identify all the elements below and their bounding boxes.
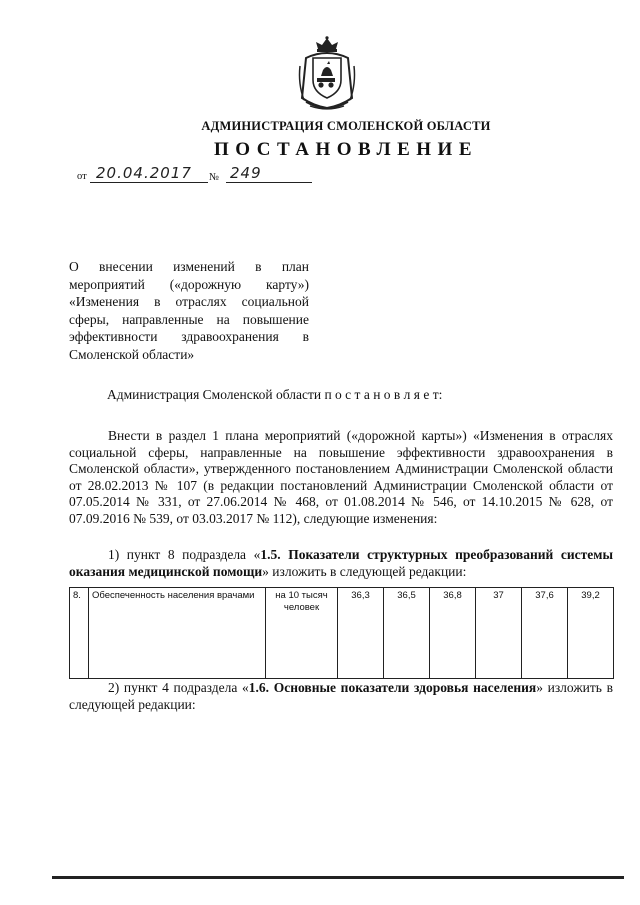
date-label: от <box>77 171 87 182</box>
main-paragraph: Внести в раздел 1 плана мероприятий («дорожной карты») «Изменения в отраслях социальной сферы, направленные на повышение эффективности здравоохранения в Смоленской области», утвержденного постановлением Администрации Смоленской области от 28.02.2013 № 107 (в редакции постановлений Администрации Смоленской области от 07.05.2014 № 331, от 27.06.2014 № 468, от 01.08.2014 № 546, от 14.10.2015 № 628, от 07.09.2016 № 539, от 03.03.2017 № 112), следующие изменения: <box>69 428 613 526</box>
number-label: № <box>209 172 220 183</box>
amendment-item-2-section: 1.6. Основные показатели здоровья населения <box>248 680 537 695</box>
row-number-cell: 8. <box>70 588 89 679</box>
indicator-table <box>69 587 614 679</box>
amendment-item-2-prefix: 2) пункт 4 подраздела « <box>108 680 249 695</box>
amendment-item-1-suffix: » изложить в следующей редакции: <box>262 563 467 579</box>
amendment-item-2-suffix: » изложить в следующей редакции: <box>69 680 613 712</box>
value-cell: 36,3 <box>338 588 384 679</box>
coat-of-arms-emblem <box>296 36 358 112</box>
number-value-handwritten: 249 <box>226 164 312 183</box>
value-cell: 36,8 <box>430 588 476 679</box>
value-cell: 37,6 <box>522 588 568 679</box>
document-type-title: ПОСТАНОВЛЕНИЕ <box>213 139 479 160</box>
value-cell: 36,5 <box>384 588 430 679</box>
amendment-item-1-prefix: 1) пункт 8 подраздела « <box>108 547 261 562</box>
document-subject: О внесении изменений в план мероприятий («дорожную карту») «Изменения в отраслях социальной сферы, направленные на повышение эффективности здравоохранения в Смоленской области» <box>69 259 309 362</box>
amendment-item-1-section: 1.5. Показатели структурных преобразований системы оказания медицинской помощи <box>69 547 613 579</box>
preamble: Администрация Смоленской области п о с т а н о в л я е т: <box>107 387 443 402</box>
footer-rule <box>52 876 624 879</box>
amendment-item-1 <box>69 547 613 580</box>
value-cell: 39,2 <box>568 588 614 679</box>
unit-cell: на 10 тысяч человек <box>266 588 338 679</box>
table-row <box>70 588 614 679</box>
organization-title: АДМИНИСТРАЦИЯ СМОЛЕНСКОЙ ОБЛАСТИ <box>201 119 491 133</box>
indicator-name-cell: Обеспеченность населения врачами <box>89 588 266 679</box>
value-cell: 37 <box>476 588 522 679</box>
amendment-item-2 <box>69 680 613 713</box>
date-value-handwritten: 20.04.2017 <box>90 164 208 183</box>
